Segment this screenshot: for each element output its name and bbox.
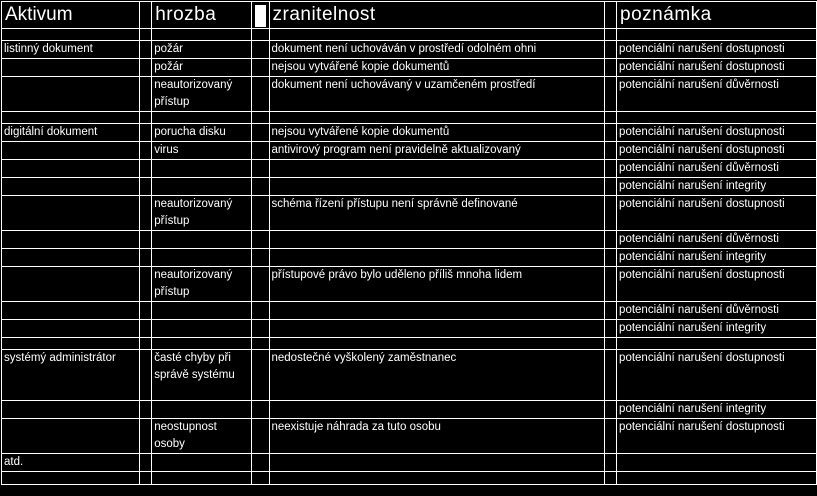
cell-threat: [152, 302, 251, 320]
header-note: poznámka: [617, 2, 817, 29]
cell-threat: [152, 401, 251, 419]
cell-note: potenciální narušení integrity: [617, 178, 817, 196]
cell-note: potenciální narušení integrity: [617, 249, 817, 267]
cell-note: [617, 454, 817, 472]
spacer-row: [2, 338, 817, 350]
table-row: [2, 267, 817, 302]
cell-vulnerability: [269, 249, 604, 267]
table-row: [2, 350, 817, 401]
cell-threat: [152, 178, 251, 196]
spacer-row: [2, 112, 817, 124]
cell-vulnerability: dokument není uchováván v prostředí odolném ohni: [269, 41, 604, 59]
cell-note: potenciální narušení integrity: [617, 401, 817, 419]
cell-vulnerability: [269, 160, 604, 178]
table-row: [2, 320, 817, 338]
cell-vulnerability: dokument není uchovávaný v uzamčeném prostředí: [269, 77, 604, 112]
cell-threat: neautorizovaný přístup: [152, 77, 251, 112]
cell-vulnerability: přístupové právo bylo uděleno příliš mnoha lidem: [269, 267, 604, 302]
table-row: [2, 401, 817, 419]
cell-note: potenciální narušení integrity: [617, 320, 817, 338]
table-row: [2, 231, 817, 249]
cell-note: potenciální narušení dostupnosti: [617, 350, 817, 401]
cell-vulnerability: schéma řízení přístupu není správně definované: [269, 196, 604, 231]
cell-vulnerability: nejsou vytvářené kopie dokumentů: [269, 59, 604, 77]
cell-note: potenciální narušení dostupnosti: [617, 124, 817, 142]
cell-vulnerability: [269, 401, 604, 419]
table-row: [2, 302, 817, 320]
header-asset: Aktivum: [2, 2, 140, 29]
cell-asset: [2, 196, 140, 231]
cell-asset: [2, 77, 140, 112]
table-row: [2, 77, 817, 112]
cell-note: potenciální narušení dostupnosti: [617, 267, 817, 302]
cell-threat: porucha disku: [152, 124, 251, 142]
cell-threat: časté chyby při správě systému: [152, 350, 251, 401]
header-row: [2, 2, 817, 29]
cell-asset: [2, 231, 140, 249]
cell-threat: [152, 160, 251, 178]
cell-vulnerability: [269, 320, 604, 338]
cell-threat: virus: [152, 142, 251, 160]
table-row: [2, 249, 817, 267]
cell-asset: [2, 142, 140, 160]
text-cursor: [251, 2, 269, 29]
cell-asset: listinný dokument: [2, 41, 140, 59]
cell-vulnerability: [269, 454, 604, 472]
table-row: [2, 41, 817, 59]
table-row: [2, 178, 817, 196]
cell-asset: [2, 249, 140, 267]
cell-note: potenciální narušení důvěrnosti: [617, 160, 817, 178]
cell-asset: [2, 320, 140, 338]
cell-asset: systémý administrátor: [2, 350, 140, 401]
cell-threat: [152, 249, 251, 267]
table-row: [2, 196, 817, 231]
cell-asset: [2, 419, 140, 454]
cell-asset: [2, 401, 140, 419]
table-row: [2, 142, 817, 160]
cell-vulnerability: nejsou vytvářené kopie dokumentů: [269, 124, 604, 142]
spacer-row: [2, 472, 817, 485]
cell-threat: požár: [152, 41, 251, 59]
cell-note: potenciální narušení důvěrnosti: [617, 302, 817, 320]
cell-threat: neostupnost osoby: [152, 419, 251, 454]
cell-asset: [2, 267, 140, 302]
cell-threat: neautorizovaný přístup: [152, 267, 251, 302]
cell-note: potenciální narušení dostupnosti: [617, 196, 817, 231]
cell-asset: digitální dokument: [2, 124, 140, 142]
table-row: [2, 124, 817, 142]
spacer-row: [2, 29, 817, 41]
cell-threat: neautorizovaný přístup: [152, 196, 251, 231]
cell-note: potenciální narušení dostupnosti: [617, 142, 817, 160]
cell-note: potenciální narušení dostupnosti: [617, 41, 817, 59]
cell-note: potenciální narušení dostupnosti: [617, 59, 817, 77]
cell-vulnerability: [269, 231, 604, 249]
cell-asset: [2, 178, 140, 196]
cell-vulnerability: antivirový program není pravidelně aktualizovaný: [269, 142, 604, 160]
cell-asset: [2, 160, 140, 178]
cell-threat: požár: [152, 59, 251, 77]
cell-asset: [2, 59, 140, 77]
cell-threat: [152, 231, 251, 249]
cell-vulnerability: neexistuje náhrada za tuto osobu: [269, 419, 604, 454]
table-row: [2, 419, 817, 454]
cell-vulnerability: [269, 178, 604, 196]
cell-vulnerability: [269, 302, 604, 320]
table-row: [2, 454, 817, 472]
table-row: [2, 160, 817, 178]
header-threat: hrozba: [152, 2, 251, 29]
cell-vulnerability: nedostečné vyškolený zaměstnanec: [269, 350, 604, 401]
header-vulnerability: zranitelnost: [269, 2, 604, 29]
cell-note: potenciální narušení důvěrnosti: [617, 231, 817, 249]
cell-asset: atd.: [2, 454, 140, 472]
risk-table: [1, 1, 817, 485]
cell-threat: [152, 454, 251, 472]
cell-threat: [152, 320, 251, 338]
table-row: [2, 59, 817, 77]
cell-note: potenciální narušení dostupnosti: [617, 419, 817, 454]
cell-asset: [2, 302, 140, 320]
cell-note: potenciální narušení důvěrnosti: [617, 77, 817, 112]
